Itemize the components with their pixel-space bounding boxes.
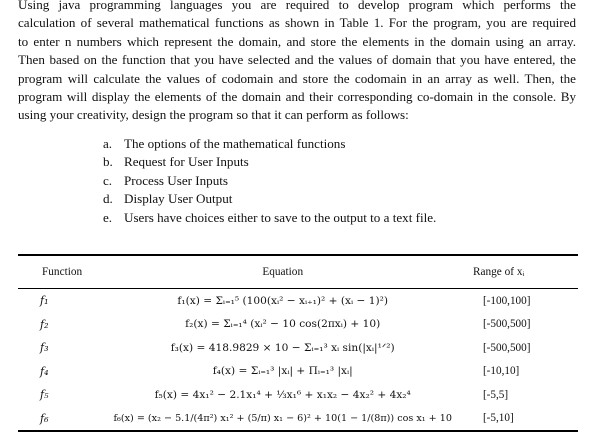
function-name: f₅ — [40, 388, 49, 402]
table-row — [18, 407, 578, 432]
equation-cell: f₅(x) = 4x₁² − 2.1x₁⁴ + ⅓x₁⁶ + x₁x₂ − 4x₂² + 4x₂⁴ — [154, 388, 411, 401]
list-marker: c. — [103, 172, 113, 188]
paragraph-line: Using java programming languages you are required to develop program which performs the — [18, 0, 576, 12]
equation-cell: f₆(x) = (x₂ − 5.1/(4π²) x₁² + (5/π) x₁ − 6)² + 10(1 − 1/(8π)) cos x₁ + 10 — [113, 412, 452, 424]
equation-cell: f₄(x) = Σᵢ₌₁³ |xᵢ| + Πᵢ₌₁³ |xᵢ| — [212, 365, 353, 378]
functions-table — [18, 254, 578, 432]
table-header-row — [18, 255, 578, 289]
paragraph-line: program will calculate the values of codomain and store the codomain in an array as well. Then, the — [18, 70, 576, 86]
list-item-text: The options of the mathematical functions — [124, 136, 346, 151]
range-cell: [-100,100] — [482, 294, 531, 307]
table-row — [18, 383, 578, 407]
list-marker: b. — [103, 154, 113, 170]
header-equation: Equation — [262, 266, 304, 278]
list-item-text: Request for User Inputs — [124, 154, 249, 170]
function-name: f₆ — [40, 411, 49, 425]
paragraph-line: calculation of several mathematical functions as shown in Table 1. For the program, you are required — [18, 15, 576, 31]
list-item-text: Process User Inputs — [124, 172, 229, 188]
options-list — [103, 135, 436, 227]
list-marker: a. — [103, 136, 113, 151]
list-marker: e. — [103, 209, 113, 225]
list-item-text: Display User Output — [124, 191, 233, 207]
range-cell: [-500,500] — [482, 318, 531, 331]
equation-cell: f₃(x) = 418.9829 × 10 − Σᵢ₌₁³ xᵢ sin(|xᵢ|¹ᐟ²) — [170, 341, 395, 354]
function-name: f₁ — [40, 294, 49, 308]
list-item — [103, 172, 436, 190]
table-row — [18, 313, 578, 337]
header-range: Range of xᵢ — [472, 266, 525, 278]
table-row — [18, 289, 578, 313]
list-item — [103, 135, 436, 153]
table-row — [18, 360, 578, 384]
paragraph-line: using your creativity, design the program so that it can perform as follows: — [18, 107, 409, 123]
range-cell: [-10,10] — [482, 365, 520, 378]
paragraph-line: Then based on the function that you have selected and the values of domain that you have entered, the — [18, 52, 576, 68]
paragraph-line: program will display the elements of the domain and their corresponding co-domain in the console. By — [18, 89, 576, 105]
function-name: f₂ — [40, 317, 49, 331]
table-row — [18, 336, 578, 360]
list-item-text: Users have choices either to save to the output to a text file. — [124, 209, 437, 225]
list-item — [103, 153, 436, 171]
range-cell: [-500,500] — [482, 341, 531, 354]
function-name: f₄ — [40, 364, 49, 378]
range-cell: [-5,5] — [482, 388, 509, 401]
header-function: Function — [42, 266, 83, 278]
list-item — [103, 190, 436, 208]
list-item — [103, 209, 436, 227]
equation-cell: f₁(x) = Σᵢ₌₁⁵ (100(xᵢ² − xᵢ₊₁)² + (xᵢ − 1)²) — [177, 294, 389, 307]
range-cell: [-5,10] — [482, 412, 514, 425]
paragraph-line: to enter n numbers which represent the domain, and store the elements in the domain using an array. — [18, 33, 576, 49]
function-name: f₃ — [40, 341, 49, 355]
list-marker: d. — [103, 191, 113, 207]
instruction-paragraph — [18, 0, 576, 125]
equation-cell: f₂(x) = Σᵢ₌₁⁴ (xᵢ² − 10 cos(2πxᵢ) + 10) — [185, 318, 381, 331]
